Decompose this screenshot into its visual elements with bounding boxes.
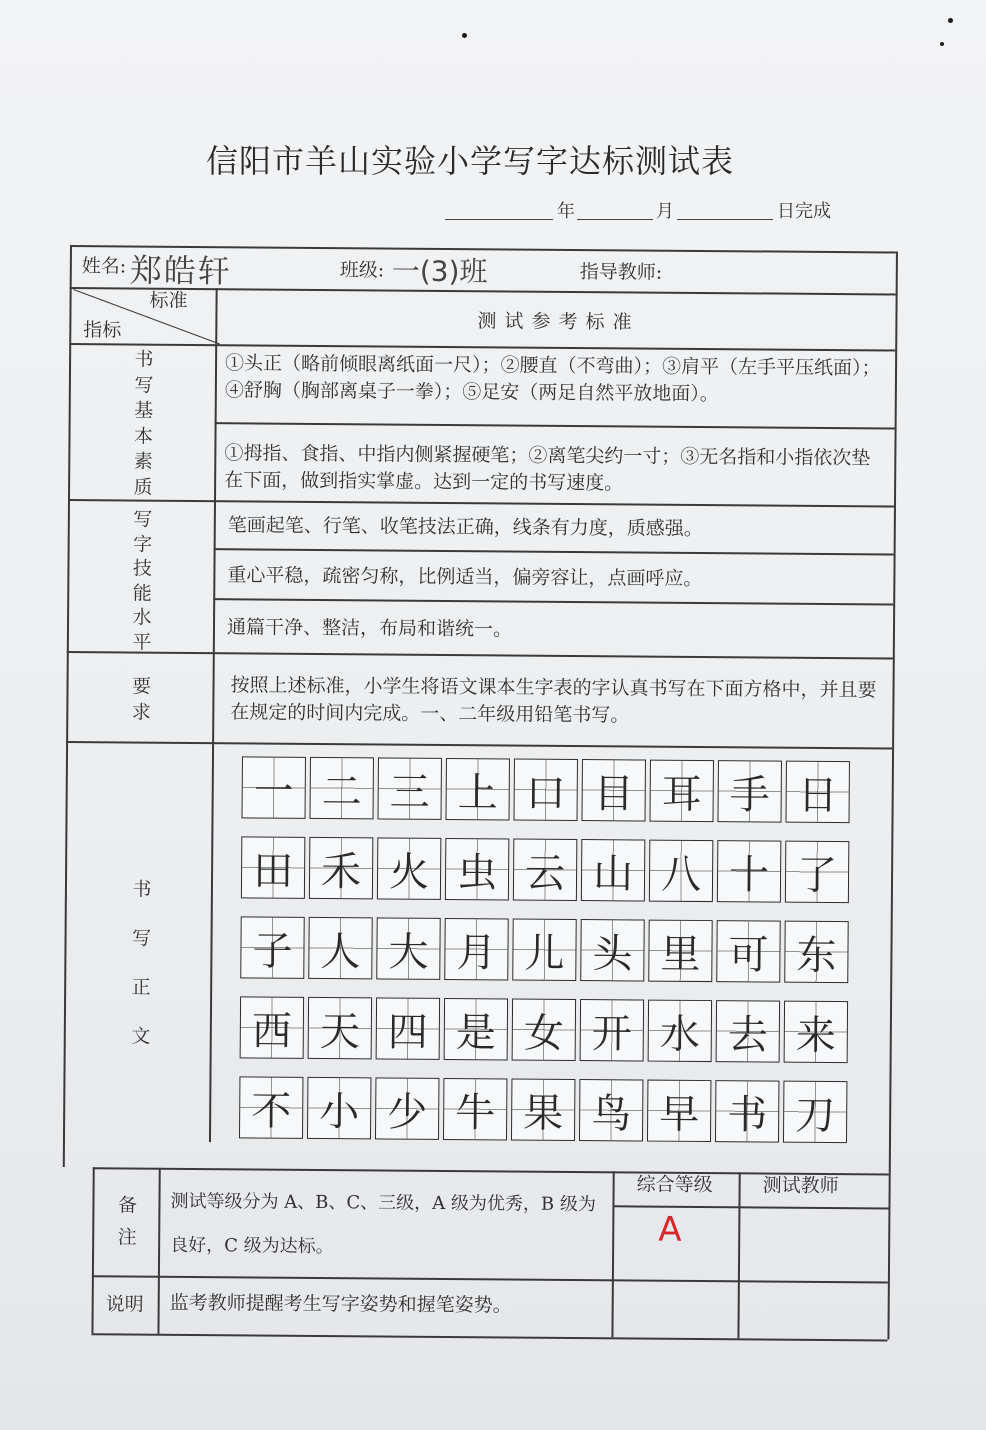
practice-cell [308, 917, 372, 980]
practice-cell [511, 1078, 575, 1141]
date-line [445, 195, 865, 227]
practice-cell [715, 1080, 779, 1143]
practice-character: 是 [455, 1009, 497, 1056]
practice-character: 手 [729, 771, 770, 819]
practice-character: 西 [251, 1007, 293, 1055]
name-label: 姓名: [81, 255, 127, 278]
remark-label: 备 注 [117, 1194, 138, 1249]
remark-text: 测试等级分为 A、B、C、三级，A 级为优秀，B 级为良好，C 级为达标。 [170, 1190, 596, 1258]
practice-character: 一 [253, 767, 294, 815]
practice-cell [648, 1000, 712, 1063]
practice-cell [717, 760, 781, 823]
standard-head: 标准 [149, 289, 188, 312]
practice-cell [785, 761, 849, 824]
grade-value: A [658, 1209, 682, 1250]
practice-cell [581, 839, 645, 902]
practice-cell [716, 920, 780, 983]
practice-cell [375, 1077, 439, 1140]
practice-cell [376, 997, 440, 1060]
practice-character: 来 [795, 1012, 836, 1059]
requirement-text: 按照上述标准，小学生将语文课本生字表的字认真书写在下面方格中，并且要在规定的时间内完成。一、二年级用铅笔书写。 [230, 674, 877, 727]
practice-character: 开 [591, 1010, 633, 1057]
practice-character: 云 [524, 850, 566, 897]
practice-cell [581, 759, 645, 822]
practice-cell [647, 1080, 711, 1143]
practice-cell [716, 1000, 780, 1063]
practice-character: 禾 [320, 848, 362, 895]
practice-character: 小 [319, 1088, 360, 1135]
practice-character: 子 [252, 927, 293, 975]
assessment-table [61, 245, 900, 1351]
practice-cell [310, 757, 374, 820]
practice-cell [784, 921, 848, 984]
writing-label: 书 写 正 文 [131, 878, 152, 1048]
practice-cell [445, 838, 509, 901]
practice-character: 早 [659, 1091, 700, 1138]
practice-character: 不 [251, 1087, 292, 1135]
practice-cell [649, 760, 713, 823]
practice-character: 四 [387, 1009, 429, 1056]
note-label: 说明 [105, 1293, 144, 1316]
practice-cell [444, 998, 508, 1061]
practice-character: 上 [457, 769, 498, 816]
practice-character: 了 [796, 852, 838, 899]
practice-cell [513, 759, 577, 822]
indicator-head: 指标 [83, 319, 122, 342]
practice-character: 三 [389, 769, 430, 816]
practice-character: 月 [456, 929, 497, 976]
note-text: 监考教师提醒考生写字姿势和握笔姿势。 [169, 1291, 512, 1317]
practice-character: 火 [388, 849, 430, 896]
practice-character: 日 [797, 772, 838, 819]
practice-character: 目 [593, 770, 634, 817]
practice-cell [444, 918, 508, 981]
practice-cell [377, 837, 441, 900]
practice-cell [376, 917, 440, 980]
practice-character: 人 [320, 928, 361, 975]
practice-cell [309, 837, 373, 900]
practice-cell [242, 756, 306, 819]
practice-cell [377, 757, 441, 820]
skill-item-2: 重心平稳，疏密匀称，比例适当，偏旁容让，点画呼应。 [227, 564, 703, 590]
practice-character: 虫 [456, 849, 498, 896]
skill-item-1: 笔画起笔、行笔、收笔技法正确，线条有力度，质感强。 [227, 514, 703, 540]
practice-character: 果 [523, 1090, 564, 1137]
practice-cell [648, 920, 712, 983]
practice-character: 少 [387, 1089, 428, 1136]
name-value: 郑皓轩 [129, 251, 232, 291]
practice-character: 鸟 [591, 1090, 632, 1137]
practice-cell [240, 996, 304, 1059]
practice-character: 水 [659, 1011, 700, 1058]
class-value: 一(3)班 [391, 254, 488, 289]
practice-cell [783, 1081, 847, 1144]
practice-cell [240, 916, 304, 979]
practice-character: 牛 [455, 1089, 496, 1136]
character-grid [239, 756, 862, 1161]
staple-mark [940, 42, 944, 46]
practice-cell [308, 997, 372, 1060]
practice-character: 耳 [661, 771, 702, 818]
year-label: 年 [557, 201, 575, 222]
practice-character: 可 [728, 931, 769, 979]
grade-head: 综合等级 [636, 1173, 713, 1197]
teacher-label: 指导教师: [579, 261, 663, 284]
practice-cell [307, 1077, 371, 1140]
practice-character: 儿 [524, 930, 565, 977]
practice-character: 田 [252, 847, 294, 895]
practice-cell [239, 1076, 303, 1139]
requirement-label: 要 求 [131, 675, 152, 724]
practice-character: 刀 [795, 1092, 836, 1139]
practice-character: 头 [592, 930, 633, 977]
practice-character: 山 [592, 850, 634, 897]
staple-mark [948, 18, 953, 23]
basic-quality-item-1: ①头正（略前倾眼离纸面一尺）；②腰直（不弯曲）；③肩平（左手平压纸面）；④舒胸（胸部离桌子一拳）；⑤足安（两足自然平放地面）。 [224, 352, 881, 406]
practice-cell [580, 999, 644, 1062]
practice-character: 八 [660, 851, 702, 898]
practice-cell [580, 919, 644, 982]
practice-character: 里 [660, 931, 701, 978]
practice-character: 女 [523, 1010, 565, 1057]
practice-character: 十 [728, 851, 770, 899]
practice-cell [717, 840, 781, 903]
page-title: 信阳市羊山实验小学写字达标测试表 [205, 142, 734, 180]
practice-cell [512, 918, 576, 981]
month-label: 月 [656, 201, 674, 222]
skill-item-3: 通篇干净、整洁，布局和谐统一。 [226, 616, 513, 641]
basic-quality-label: 书 写 基 本 素 质 [133, 348, 154, 499]
practice-cell [785, 841, 849, 904]
practice-character: 二 [321, 768, 362, 815]
practice-cell [784, 1001, 848, 1064]
skill-level-label: 写 字 技 能 水 平 [132, 508, 153, 654]
practice-character: 去 [727, 1011, 768, 1059]
practice-cell [241, 836, 305, 899]
practice-cell [512, 998, 576, 1061]
practice-cell [445, 758, 509, 821]
practice-cell [579, 1079, 643, 1142]
practice-character: 口 [525, 770, 566, 817]
class-label: 班级: [339, 259, 385, 282]
practice-character: 书 [727, 1091, 768, 1139]
tester-head: 测试教师 [762, 1174, 839, 1198]
practice-character: 大 [388, 929, 429, 976]
practice-cell [443, 1078, 507, 1141]
practice-cell [513, 839, 577, 902]
done-label: 日完成 [777, 201, 831, 222]
practice-character: 天 [319, 1008, 361, 1055]
reference-head: 测 试 参 考 标 准 [477, 310, 633, 334]
practice-cell [649, 840, 713, 903]
practice-character: 东 [796, 932, 837, 979]
staple-mark [462, 33, 467, 38]
basic-quality-item-2: ①拇指、食指、中指内侧紧握硬笔；②离笔尖约一寸；③无名指和小指依次垫在下面，做到指实掌虚。达到一定的书写速度。 [224, 442, 871, 495]
